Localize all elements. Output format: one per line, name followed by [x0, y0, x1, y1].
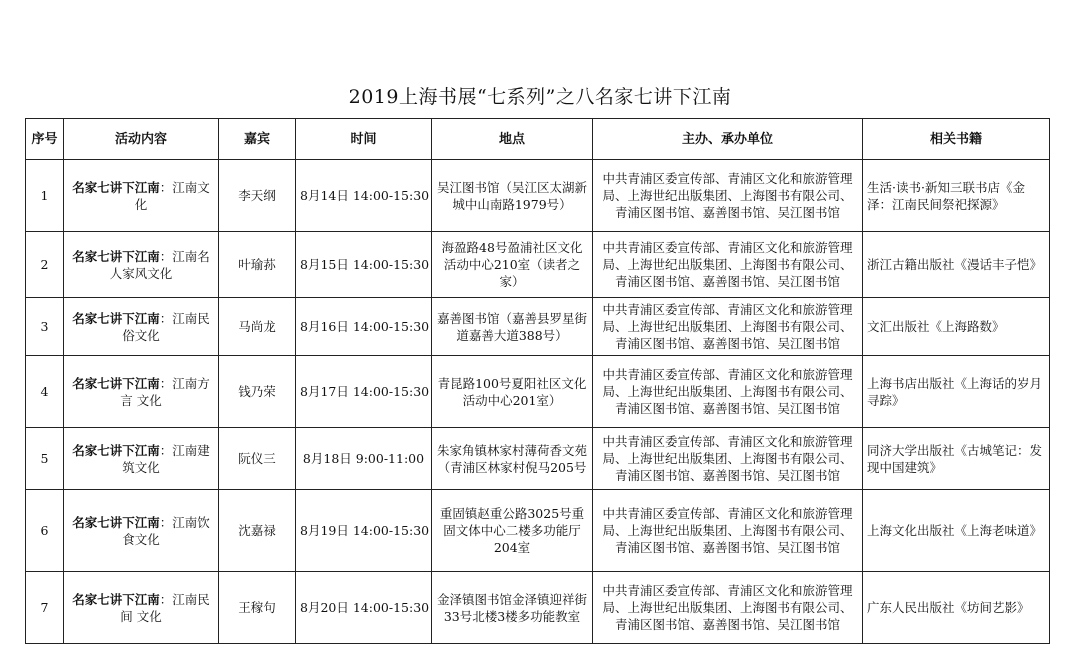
table-row: [26, 356, 1050, 428]
header-venue: 地点: [432, 119, 593, 160]
row-number: 6: [26, 490, 64, 572]
row-number: 4: [26, 356, 64, 428]
row-number: 3: [26, 298, 64, 356]
table-row: [26, 160, 1050, 232]
organizers-cell: 中共青浦区委宣传部、青浦区文化和旅游管理局、上海世纪出版集团、上海图书有限公司、青浦区图书馆、嘉善图书馆、吴江图书馆: [593, 298, 863, 356]
header-organizers: 主办、承办单位: [593, 119, 863, 160]
table-row: [26, 298, 1050, 356]
activity-cell: [64, 428, 219, 490]
table-row: [26, 428, 1050, 490]
organizers-cell: 中共青浦区委宣传部、青浦区文化和旅游管理局、上海世纪出版集团、上海图书有限公司、青浦区图书馆、嘉善图书馆、吴江图书馆: [593, 572, 863, 644]
guest-cell: 李天纲: [219, 160, 296, 232]
row-number: 1: [26, 160, 64, 232]
header-related-books: 相关书籍: [863, 119, 1050, 160]
book-cell: 上海文化出版社《上海老味道》: [863, 490, 1050, 572]
venue-cell: 青昆路100号夏阳社区文化活动中心201室）: [432, 356, 593, 428]
activity-series: 名家七讲下江南: [72, 179, 160, 195]
table-header-row: [26, 119, 1050, 160]
activity-topic: ：江南方言 文化: [120, 375, 210, 408]
activity-cell: [64, 298, 219, 356]
header-number: 序号: [26, 119, 64, 160]
activity-cell: [64, 232, 219, 298]
organizers-cell: 中共青浦区委宣传部、青浦区文化和旅游管理局、上海世纪出版集团、上海图书有限公司、青浦区图书馆、嘉善图书馆、吴江图书馆: [593, 356, 863, 428]
event-schedule-table: [25, 118, 1050, 644]
activity-topic: ：江南民间 文化: [120, 591, 210, 624]
activity-topic: ：江南名人家风文化: [109, 248, 210, 281]
book-cell: 文汇出版社《上海路数》: [863, 298, 1050, 356]
activity-series: 名家七讲下江南: [72, 310, 160, 326]
header-time: 时间: [296, 119, 432, 160]
header-guest: 嘉宾: [219, 119, 296, 160]
table-row: [26, 232, 1050, 298]
book-cell: 浙江古籍出版社《漫话丰子恺》: [863, 232, 1050, 298]
activity-topic: ：江南文化: [134, 179, 210, 212]
activity-series: 名家七讲下江南: [72, 442, 160, 458]
guest-cell: 钱乃荣: [219, 356, 296, 428]
guest-cell: 马尚龙: [219, 298, 296, 356]
activity-cell: [64, 356, 219, 428]
venue-cell: 朱家角镇林家村薄荷香文苑（青浦区林家村倪马205号: [432, 428, 593, 490]
guest-cell: 王稼句: [219, 572, 296, 644]
organizers-cell: 中共青浦区委宣传部、青浦区文化和旅游管理局、上海世纪出版集团、上海图书有限公司、青浦区图书馆、嘉善图书馆、吴江图书馆: [593, 160, 863, 232]
table-row: [26, 572, 1050, 644]
venue-cell: 重固镇赵重公路3025号重固文体中心二楼多功能厅204室: [432, 490, 593, 572]
row-number: 2: [26, 232, 64, 298]
activity-topic: ：江南饮食文化: [122, 514, 210, 547]
venue-cell: 海盈路48号盈浦社区文化活动中心210室（读者之家）: [432, 232, 593, 298]
activity-cell: [64, 490, 219, 572]
header-activity: 活动内容: [64, 119, 219, 160]
activity-series: 名家七讲下江南: [72, 248, 160, 264]
guest-cell: 沈嘉禄: [219, 490, 296, 572]
time-cell: 8月19日 14:00-15:30: [296, 490, 432, 572]
book-cell: 上海书店出版社《上海话的岁月寻踪》: [863, 356, 1050, 428]
activity-series: 名家七讲下江南: [72, 375, 160, 391]
time-cell: 8月18日 9:00-11:00: [296, 428, 432, 490]
venue-cell: 金泽镇图书馆金泽镇迎祥街33号北楼3楼多功能教室: [432, 572, 593, 644]
book-cell: 广东人民出版社《坊间艺影》: [863, 572, 1050, 644]
activity-topic: ：江南建筑文化: [122, 442, 210, 475]
time-cell: 8月14日 14:00-15:30: [296, 160, 432, 232]
activity-cell: [64, 160, 219, 232]
organizers-cell: 中共青浦区委宣传部、青浦区文化和旅游管理局、上海世纪出版集团、上海图书有限公司、青浦区图书馆、嘉善图书馆、吴江图书馆: [593, 428, 863, 490]
time-cell: 8月15日 14:00-15:30: [296, 232, 432, 298]
row-number: 5: [26, 428, 64, 490]
venue-cell: 吴江图书馆（吴江区太湖新城中山南路1979号）: [432, 160, 593, 232]
activity-topic: ：江南民俗文化: [122, 310, 210, 343]
venue-cell: 嘉善图书馆（嘉善县罗星街道嘉善大道388号）: [432, 298, 593, 356]
book-cell: 生活·读书·新知三联书店《金泽：江南民间祭祀探源》: [863, 160, 1050, 232]
activity-cell: [64, 572, 219, 644]
book-cell: 同济大学出版社《古城笔记：发现中国建筑》: [863, 428, 1050, 490]
guest-cell: 阮仪三: [219, 428, 296, 490]
time-cell: 8月16日 14:00-15:30: [296, 298, 432, 356]
activity-series: 名家七讲下江南: [72, 591, 160, 607]
activity-series: 名家七讲下江南: [72, 514, 160, 530]
time-cell: 8月20日 14:00-15:30: [296, 572, 432, 644]
organizers-cell: 中共青浦区委宣传部、青浦区文化和旅游管理局、上海世纪出版集团、上海图书有限公司、青浦区图书馆、嘉善图书馆、吴江图书馆: [593, 232, 863, 298]
time-cell: 8月17日 14:00-15:30: [296, 356, 432, 428]
document-title: 2019上海书展“七系列”之八名家七讲下江南: [348, 86, 732, 108]
table-row: [26, 490, 1050, 572]
row-number: 7: [26, 572, 64, 644]
organizers-cell: 中共青浦区委宣传部、青浦区文化和旅游管理局、上海世纪出版集团、上海图书有限公司、青浦区图书馆、嘉善图书馆、吴江图书馆: [593, 490, 863, 572]
guest-cell: 叶瑜荪: [219, 232, 296, 298]
